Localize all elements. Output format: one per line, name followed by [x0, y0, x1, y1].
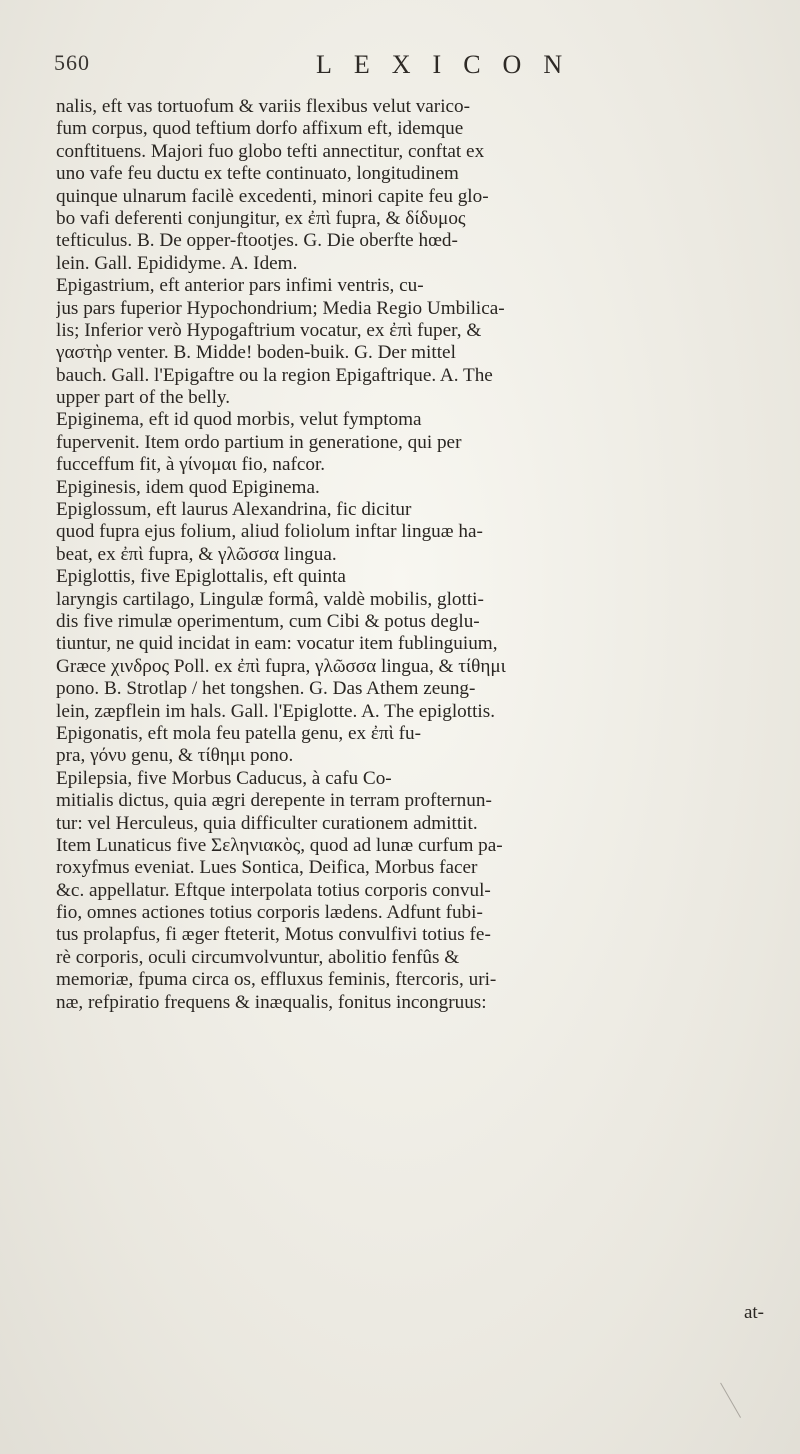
- entry-line: Epiglossum, eft laurus Alexandrina, fic dicitur: [56, 499, 412, 521]
- text-line: tus prolapfus, fi æger fteterit, Motus convulfivi totius fe-: [56, 924, 491, 946]
- text-line: bo vafi deferenti conjungitur, ex ἐπὶ fupra, & δίδυμος: [56, 207, 466, 229]
- entry-line: Epiginema, eft id quod morbis, velut fymptoma: [56, 409, 422, 431]
- text-line: jus pars fuperior Hypochondrium; Media Regio Umbilica-: [56, 297, 505, 319]
- text-line: nalis, eft vas tortuofum & variis flexibus velut varico-: [56, 96, 471, 117]
- text-line: mitialis dictus, quia ægri derepente in terram profternun-: [56, 790, 492, 812]
- page-mark: [720, 1382, 742, 1418]
- text-line: γαστὴρ venter. B. Midde! boden-buik. G. Der mittel: [56, 342, 456, 364]
- text-line: quinque ulnarum facilè excedenti, minori capite feu glo-: [56, 185, 489, 207]
- text-line: pono. B. Strotlap / het tongshen. G. Das Athem zeung-: [56, 678, 476, 700]
- text-line: quod fupra ejus folium, aliud foliolum inftar linguæ ha-: [56, 521, 483, 543]
- text-line: fucceffum fit, à γίνομαι fio, nafcor.: [56, 454, 326, 476]
- text-line: Item Lunaticus five Σεληνιακὸς, quod ad lunæ curfum pa-: [56, 834, 503, 856]
- text-line: bauch. Gall. l'Epigaftre ou la region Epigaftrique. A. The: [56, 364, 493, 386]
- text-line: Græce χινδρος Poll. ex ἐπὶ fupra, γλῶσσα lingua, & τίθημι: [56, 655, 506, 677]
- text-line: næ, refpiratio frequens & inæqualis, fonitus incongruus:: [56, 991, 487, 1013]
- text-line: fupervenit. Item ordo partium in generatione, qui per: [56, 431, 462, 453]
- page-header: [0, 50, 800, 90]
- text-line: pra, γόνυ genu, & τίθημι pono.: [56, 745, 294, 767]
- entry-line: Epiginesis, idem quod Epiginema.: [56, 476, 320, 498]
- text-line: fum corpus, quod teftium dorfo affixum eft, idemque: [56, 118, 464, 140]
- text-line: lein. Gall. Epididyme. A. Idem.: [56, 252, 298, 274]
- text-line: dis five rimulæ operimentum, cum Cibi & potus deglu-: [56, 610, 480, 632]
- text-line: tiuntur, ne quid incidat in eam: vocatur item fublinguium,: [56, 633, 498, 655]
- text-line: conftituens. Majori fuo globo tefti annectitur, conftat ex: [56, 140, 485, 162]
- text-line: lein, zæpflein im hals. Gall. l'Epiglotte. A. The epiglottis.: [56, 700, 496, 722]
- text-line: beat, ex ἐπὶ fupra, & γλῶσσα lingua.: [56, 543, 337, 565]
- text-line: rè corporis, oculi circumvolvuntur, abolitio fenfûs &: [56, 946, 460, 968]
- text-line: uno vafe feu ductu ex tefte continuato, longitudinem: [56, 163, 459, 185]
- catchword: at-: [743, 1302, 764, 1323]
- text-line: upper part of the belly.: [56, 387, 231, 409]
- text-line: lis; Inferior verò Hypogaftrium vocatur, ex ἐπὶ fuper, &: [56, 319, 482, 341]
- text-line: fio, omnes actiones totius corporis lædens. Adfunt fubi-: [56, 902, 483, 924]
- entry-line: Epilepsia, five Morbus Caducus, à cafu Co-: [56, 767, 392, 789]
- entry-line: Epiglottis, five Epiglottalis, eft quinta: [56, 566, 346, 588]
- lexicon-text: [56, 96, 794, 1014]
- running-head: LEXICON: [316, 50, 585, 79]
- text-line: tefticulus. B. De opper-ftootjes. G. Die oberfte hœd-: [56, 230, 458, 252]
- text-line: roxyfmus eveniat. Lues Sontica, Deifica, Morbus facer: [56, 857, 478, 879]
- text-line: &c. appellatur. Eftque interpolata totius corporis convul-: [56, 879, 491, 901]
- text-line: memoriæ, fpuma circa os, effluxus feminis, ftercoris, uri-: [56, 969, 497, 991]
- entry-line: Epigonatis, eft mola feu patella genu, ex ἐπὶ fu-: [56, 722, 421, 744]
- text-line: tur: vel Herculeus, quia difficulter curationem admittit.: [56, 812, 478, 834]
- entry-line: Epigastrium, eft anterior pars infimi ventris, cu-: [56, 275, 424, 297]
- text-line: laryngis cartilago, Lingulæ formâ, valdè mobilis, glotti-: [56, 588, 484, 610]
- page-number: 560: [54, 50, 90, 75]
